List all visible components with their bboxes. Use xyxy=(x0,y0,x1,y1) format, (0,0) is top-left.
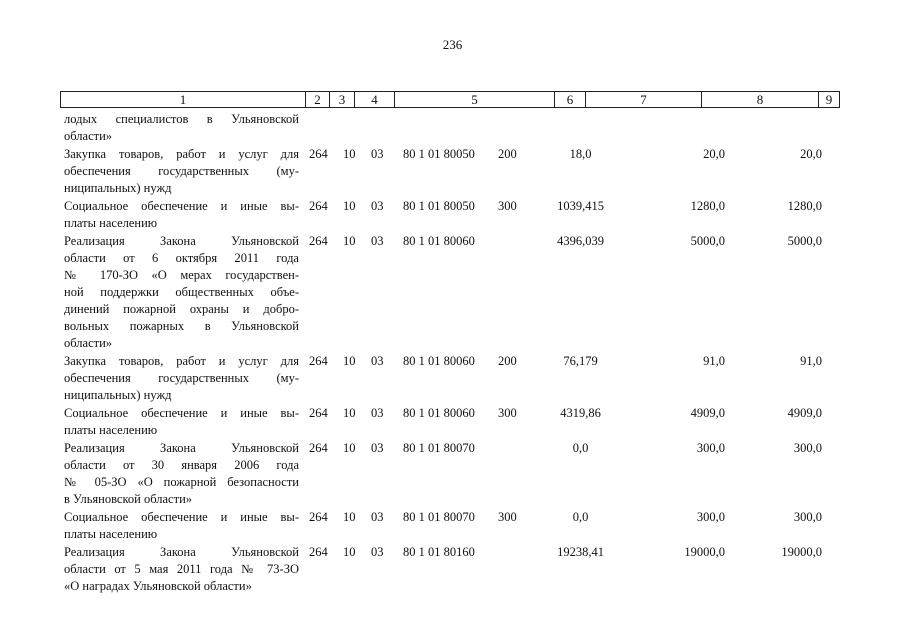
cell-amount-col-7: 4319,86 xyxy=(560,406,601,420)
cell-amount-col-9: 4909,0 xyxy=(787,406,822,420)
cell-chapter: 264 xyxy=(309,545,328,559)
description-line: области» xyxy=(64,129,113,143)
description-line: платы населению xyxy=(64,527,158,541)
cell-target-article: 80 1 01 80160 xyxy=(403,545,475,559)
cell-subsection: 03 xyxy=(371,510,384,524)
row-description xyxy=(64,405,299,439)
cell-section: 10 xyxy=(343,406,356,420)
description-line: № 05-ЗО «О пожарной безопасности xyxy=(64,475,299,489)
cell-chapter: 264 xyxy=(309,441,328,455)
cell-subsection: 03 xyxy=(371,199,384,213)
header-col-7: 7 xyxy=(586,92,702,107)
description-line: Социальное обеспечение и иные вы- xyxy=(64,510,299,524)
cell-section: 10 xyxy=(343,234,356,248)
cell-subsection: 03 xyxy=(371,441,384,455)
row-description xyxy=(64,111,299,145)
description-line: Социальное обеспечение и иные вы- xyxy=(64,199,299,213)
description-line: Закупка товаров, работ и услуг для xyxy=(64,354,299,368)
cell-chapter: 264 xyxy=(309,199,328,213)
row-description xyxy=(64,440,299,508)
cell-subsection: 03 xyxy=(371,545,384,559)
cell-amount-col-7: 76,179 xyxy=(563,354,598,368)
description-line: ной поддержки общественных объе- xyxy=(64,285,299,299)
cell-amount-col-8: 19000,0 xyxy=(684,545,725,559)
cell-amount-col-9: 300,0 xyxy=(793,441,822,455)
cell-amount-col-8: 5000,0 xyxy=(690,234,725,248)
description-line: обеспечения государственных (му- xyxy=(64,164,299,178)
cell-amount-col-8: 1280,0 xyxy=(690,199,725,213)
cell-amount-col-9: 1280,0 xyxy=(787,199,822,213)
cell-expense-type: 300 xyxy=(498,199,517,213)
cell-target-article: 80 1 01 80070 xyxy=(403,441,475,455)
cell-amount-col-8: 300,0 xyxy=(696,441,725,455)
cell-amount-col-7: 0,0 xyxy=(572,510,589,524)
cell-chapter: 264 xyxy=(309,406,328,420)
cell-target-article: 80 1 01 80050 xyxy=(403,199,475,213)
description-line: области» xyxy=(64,336,113,350)
cell-target-article: 80 1 01 80060 xyxy=(403,406,475,420)
table-header xyxy=(60,91,840,108)
header-col-4: 4 xyxy=(355,92,395,107)
cell-amount-col-8: 300,0 xyxy=(696,510,725,524)
cell-amount-col-8: 20,0 xyxy=(703,147,725,161)
header-col-5: 5 xyxy=(395,92,555,107)
table-row xyxy=(0,111,905,145)
description-line: Социальное обеспечение и иные вы- xyxy=(64,406,299,420)
table-row xyxy=(0,353,905,404)
description-line: динений пожарной охраны и добро- xyxy=(64,302,299,316)
cell-expense-type: 300 xyxy=(498,406,517,420)
description-line: Закупка товаров, работ и услуг для xyxy=(64,147,299,161)
description-line: ниципальных) нужд xyxy=(64,181,172,195)
cell-subsection: 03 xyxy=(371,147,384,161)
cell-section: 10 xyxy=(343,147,356,161)
cell-chapter: 264 xyxy=(309,354,328,368)
row-description xyxy=(64,233,299,352)
cell-chapter: 264 xyxy=(309,234,328,248)
cell-section: 10 xyxy=(343,545,356,559)
description-line: платы населению xyxy=(64,423,158,437)
cell-amount-col-9: 20,0 xyxy=(800,147,822,161)
page-number: 236 xyxy=(442,37,463,52)
cell-amount-col-9: 91,0 xyxy=(800,354,822,368)
description-line: вольных пожарных в Ульяновской xyxy=(64,319,299,333)
table-row xyxy=(0,146,905,197)
description-line: области от 30 января 2006 года xyxy=(64,458,299,472)
description-line: ниципальных) нужд xyxy=(64,388,172,402)
description-line: Реализация Закона Ульяновской xyxy=(64,545,299,559)
description-line: лодых специалистов в Ульяновской xyxy=(64,112,299,126)
row-description xyxy=(64,544,299,595)
header-col-6: 6 xyxy=(555,92,586,107)
table-row xyxy=(0,233,905,352)
cell-chapter: 264 xyxy=(309,147,328,161)
cell-amount-col-7: 1039,415 xyxy=(557,199,604,213)
header-col-1: 1 xyxy=(61,92,306,107)
table-row xyxy=(0,405,905,439)
description-line: Реализация Закона Ульяновской xyxy=(64,234,299,248)
cell-amount-col-9: 19000,0 xyxy=(781,545,822,559)
row-description xyxy=(64,353,299,404)
header-col-8: 8 xyxy=(702,92,819,107)
cell-section: 10 xyxy=(343,354,356,368)
row-description xyxy=(64,198,299,232)
cell-chapter: 264 xyxy=(309,510,328,524)
description-line: платы населению xyxy=(64,216,158,230)
header-col-2: 2 xyxy=(306,92,330,107)
cell-amount-col-9: 5000,0 xyxy=(787,234,822,248)
cell-amount-col-7: 19238,41 xyxy=(557,545,604,559)
description-line: № 170-ЗО «О мерах государствен- xyxy=(64,268,299,282)
cell-target-article: 80 1 01 80060 xyxy=(403,354,475,368)
cell-subsection: 03 xyxy=(371,354,384,368)
cell-expense-type: 200 xyxy=(498,147,517,161)
cell-amount-col-8: 4909,0 xyxy=(690,406,725,420)
cell-subsection: 03 xyxy=(371,406,384,420)
cell-target-article: 80 1 01 80060 xyxy=(403,234,475,248)
table-row xyxy=(0,198,905,232)
cell-expense-type: 200 xyxy=(498,354,517,368)
description-line: в Ульяновской области» xyxy=(64,492,193,506)
row-description xyxy=(64,509,299,543)
row-description xyxy=(64,146,299,197)
description-line: обеспечения государственных (му- xyxy=(64,371,299,385)
description-line: Реализация Закона Ульяновской xyxy=(64,441,299,455)
cell-target-article: 80 1 01 80070 xyxy=(403,510,475,524)
cell-subsection: 03 xyxy=(371,234,384,248)
cell-expense-type: 300 xyxy=(498,510,517,524)
cell-amount-col-7: 18,0 xyxy=(569,147,592,161)
description-line: области от 6 октября 2011 года xyxy=(64,251,299,265)
table-row xyxy=(0,544,905,595)
header-col-3: 3 xyxy=(330,92,355,107)
cell-amount-col-9: 300,0 xyxy=(793,510,822,524)
cell-target-article: 80 1 01 80050 xyxy=(403,147,475,161)
cell-section: 10 xyxy=(343,199,356,213)
description-line: «О наградах Ульяновской области» xyxy=(64,579,252,593)
table-row xyxy=(0,509,905,543)
header-col-9: 9 xyxy=(825,92,833,107)
cell-amount-col-7: 4396,039 xyxy=(557,234,604,248)
cell-section: 10 xyxy=(343,510,356,524)
table-row xyxy=(0,440,905,508)
description-line: области от 5 мая 2011 года № 73-ЗО xyxy=(64,562,299,576)
cell-amount-col-7: 0,0 xyxy=(572,441,589,455)
cell-amount-col-8: 91,0 xyxy=(703,354,725,368)
cell-section: 10 xyxy=(343,441,356,455)
